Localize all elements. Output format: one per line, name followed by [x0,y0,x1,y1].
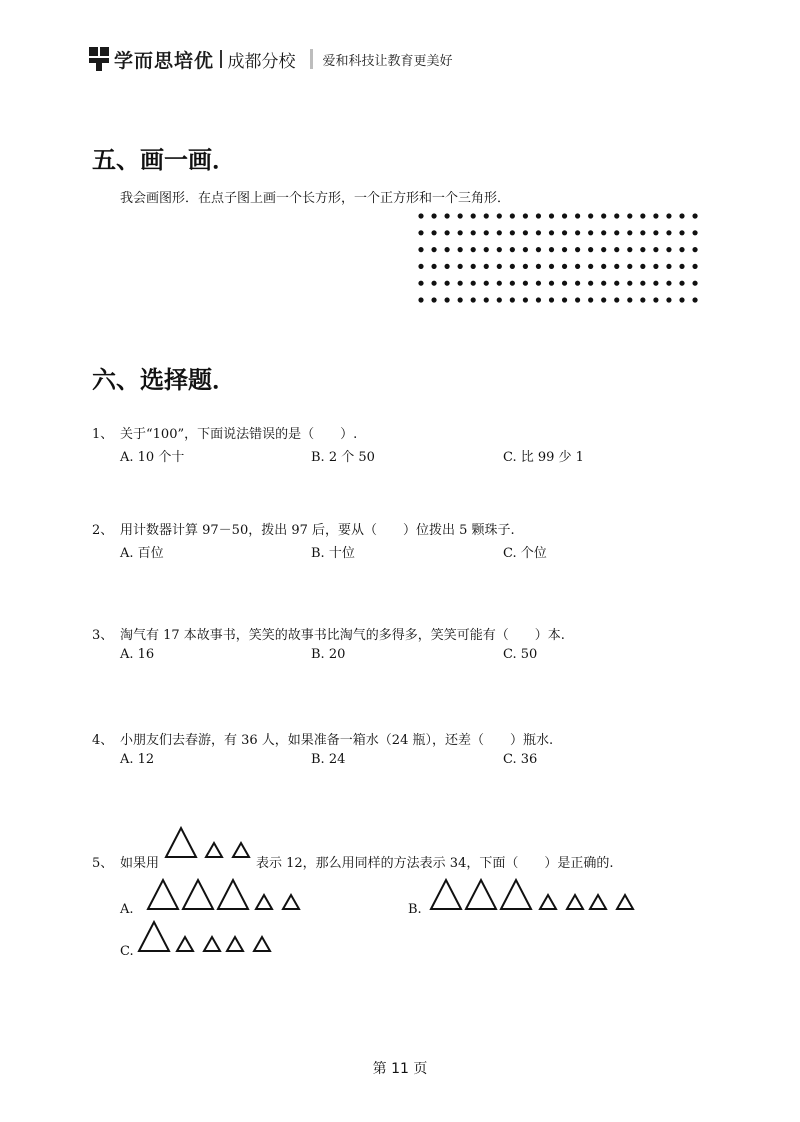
grid-dot[interactable] [431,281,436,286]
grid-dot[interactable] [575,264,580,269]
grid-dot[interactable] [418,230,423,235]
grid-dot[interactable] [666,281,671,286]
grid-dot[interactable] [692,247,697,252]
grid-dot[interactable] [549,213,554,218]
grid-dot[interactable] [471,281,476,286]
grid-dot[interactable] [536,264,541,269]
grid-dot[interactable] [562,247,567,252]
grid-dot[interactable] [445,297,450,302]
brand-logo-icon [88,46,110,72]
grid-dot[interactable] [431,230,436,235]
grid-dot[interactable] [640,264,645,269]
grid-dot[interactable] [627,264,632,269]
question-3-option-b[interactable]: B. 20 [311,647,346,662]
grid-dot[interactable] [445,264,450,269]
grid-dot[interactable] [601,264,606,269]
grid-dot[interactable] [549,281,554,286]
grid-dot[interactable] [640,281,645,286]
question-5-option-b-triangles-icon[interactable] [428,878,640,912]
question-2-number: 2、 [92,523,114,538]
grid-dot[interactable] [692,230,697,235]
grid-dot[interactable] [536,247,541,252]
question-2-option-b[interactable]: B. 十位 [311,546,355,561]
grid-dot[interactable] [588,264,593,269]
grid-dot[interactable] [575,247,580,252]
grid-dot[interactable] [614,281,619,286]
question-1-option-b[interactable]: B. 2 个 50 [311,450,375,465]
slogan: 爱和科技让教育更美好 [322,53,453,69]
grid-dot[interactable] [471,264,476,269]
question-5-option-c[interactable]: C. [120,944,134,959]
page-number: 第 11 页 [372,1061,428,1077]
question-1-option-c[interactable]: C. 比 99 少 1 [503,450,584,465]
grid-dot[interactable] [653,213,658,218]
grid-dot[interactable] [562,264,567,269]
grid-dot[interactable] [484,230,489,235]
grid-dot[interactable] [445,213,450,218]
question-3-option-a[interactable]: A. 16 [120,647,155,662]
grid-dot[interactable] [497,230,502,235]
grid-dot[interactable] [588,230,593,235]
question-2-text: 用计数器计算 97－50，拨出 97 后，要从（ ）位拨出 5 颗珠子. [120,523,515,538]
grid-dot[interactable] [549,247,554,252]
grid-dot[interactable] [484,264,489,269]
grid-dot[interactable] [627,230,632,235]
grid-dot[interactable] [588,297,593,302]
grid-dot[interactable] [445,247,450,252]
grid-dot[interactable] [627,297,632,302]
question-3-option-c[interactable]: C. 50 [503,647,538,662]
section-5-title: 五、画一画． [92,146,236,174]
grid-dot[interactable] [431,213,436,218]
grid-dot[interactable] [458,264,463,269]
question-5-option-c-triangles-icon[interactable] [137,920,277,954]
question-4-option-b[interactable]: B. 24 [311,752,346,767]
grid-dot[interactable] [497,281,502,286]
grid-dot[interactable] [692,281,697,286]
grid-dot[interactable] [484,281,489,286]
grid-dot[interactable] [471,213,476,218]
grid-dot[interactable] [575,297,580,302]
grid-dot[interactable] [536,230,541,235]
question-2-option-c[interactable]: C. 个位 [503,546,547,561]
grid-dot[interactable] [575,230,580,235]
grid-dot[interactable] [614,247,619,252]
grid-dot[interactable] [471,230,476,235]
grid-dot[interactable] [588,281,593,286]
grid-dot[interactable] [627,281,632,286]
grid-dot[interactable] [653,247,658,252]
grid-dot[interactable] [679,297,684,302]
slogan-divider [310,49,313,69]
grid-dot[interactable] [601,230,606,235]
grid-dot[interactable] [666,297,671,302]
branch-name: 成都分校 [227,51,296,72]
grid-dot[interactable] [418,264,423,269]
grid-dot[interactable] [692,297,697,302]
grid-dot[interactable] [458,213,463,218]
grid-dot[interactable] [523,230,528,235]
grid-dot[interactable] [510,264,515,269]
question-4-option-a[interactable]: A. 12 [120,752,155,767]
grid-dot[interactable] [562,213,567,218]
grid-dot[interactable] [431,247,436,252]
grid-dot[interactable] [523,297,528,302]
grid-dot[interactable] [601,213,606,218]
grid-dot[interactable] [601,297,606,302]
grid-dot[interactable] [640,247,645,252]
grid-dot[interactable] [549,264,554,269]
grid-dot[interactable] [497,264,502,269]
grid-dot[interactable] [614,264,619,269]
grid-dot[interactable] [536,213,541,218]
section-5-instruction: 我会画图形．在点子图上画一个长方形，一个正方形和一个三角形． [120,191,511,206]
question-4-number: 4、 [92,733,114,748]
grid-dot[interactable] [666,247,671,252]
grid-dot[interactable] [458,247,463,252]
question-5-text-pre: 如果用 [120,856,160,871]
grid-dot[interactable] [640,297,645,302]
grid-dot[interactable] [679,230,684,235]
grid-dot[interactable] [497,297,502,302]
grid-dot[interactable] [431,264,436,269]
grid-dot[interactable] [418,297,423,302]
page-header [88,44,453,74]
grid-dot[interactable] [627,247,632,252]
grid-dot[interactable] [549,297,554,302]
grid-dot[interactable] [418,247,423,252]
question-5-example-triangles-icon [164,826,254,860]
grid-dot[interactable] [471,247,476,252]
grid-dot[interactable] [445,230,450,235]
grid-dot[interactable] [562,297,567,302]
grid-dot[interactable] [471,297,476,302]
grid-dot[interactable] [614,213,619,218]
grid-dot[interactable] [418,213,423,218]
grid-dot[interactable] [666,264,671,269]
grid-dot[interactable] [523,213,528,218]
grid-dot[interactable] [575,213,580,218]
grid-dot[interactable] [484,247,489,252]
grid-dot[interactable] [627,213,632,218]
grid-dot[interactable] [497,213,502,218]
grid-dot[interactable] [640,213,645,218]
grid-dot[interactable] [445,281,450,286]
grid-dot[interactable] [614,230,619,235]
grid-dot[interactable] [536,281,541,286]
grid-dot[interactable] [679,281,684,286]
question-1-number: 1、 [92,427,114,442]
grid-dot[interactable] [653,264,658,269]
grid-dot[interactable] [562,281,567,286]
question-5-option-a[interactable]: A. [120,902,134,917]
grid-dot[interactable] [484,297,489,302]
question-4-text: 小朋友们去春游，有 36 人，如果准备一箱水（24 瓶），还差（ ）瓶水. [120,733,554,748]
grid-dot[interactable] [614,297,619,302]
grid-dot[interactable] [640,230,645,235]
header-divider [220,50,222,68]
grid-dot[interactable] [431,297,436,302]
grid-dot[interactable] [601,281,606,286]
question-5-number: 5、 [92,856,114,871]
question-5-text-post: 表示 12，那么用同样的方法表示 34，下面（ ）是正确的. [256,856,614,871]
question-1-option-a[interactable]: A. 10 个十 [120,450,185,465]
grid-dot[interactable] [523,264,528,269]
grid-dot[interactable] [536,297,541,302]
question-3-text: 淘气有 17 本故事书，笑笑的故事书比淘气的多得多，笑笑可能有（ ）本. [120,628,565,643]
grid-dot[interactable] [692,213,697,218]
grid-dot[interactable] [458,230,463,235]
grid-dot[interactable] [575,281,580,286]
slogan-block [310,49,453,69]
question-2-option-a[interactable]: A. 百位 [120,546,164,561]
grid-dot[interactable] [601,247,606,252]
grid-dot[interactable] [523,247,528,252]
grid-dot[interactable] [510,230,515,235]
grid-dot[interactable] [588,213,593,218]
grid-dot[interactable] [679,247,684,252]
question-5-option-a-triangles-icon[interactable] [145,878,305,912]
question-1-text: 关于“100”，下面说法错误的是（ ）. [120,427,358,442]
grid-dot[interactable] [588,247,593,252]
grid-dot[interactable] [458,281,463,286]
grid-dot[interactable] [653,281,658,286]
grid-dot[interactable] [679,213,684,218]
question-4-option-c[interactable]: C. 36 [503,752,538,767]
grid-dot[interactable] [458,297,463,302]
grid-dot[interactable] [666,230,671,235]
grid-dot[interactable] [418,281,423,286]
grid-dot[interactable] [653,297,658,302]
grid-dot[interactable] [679,264,684,269]
grid-dot[interactable] [497,247,502,252]
question-3-number: 3、 [92,628,114,643]
grid-dot[interactable] [484,213,489,218]
grid-dot[interactable] [510,281,515,286]
brand-name: 学而思培优 [114,49,215,72]
dot-grid[interactable] [416,212,706,304]
grid-dot[interactable] [549,230,554,235]
grid-dot[interactable] [510,213,515,218]
grid-dot[interactable] [523,281,528,286]
question-5-option-b[interactable]: B. [408,902,422,917]
grid-dot[interactable] [510,297,515,302]
grid-dot[interactable] [562,230,567,235]
grid-dot[interactable] [666,213,671,218]
grid-dot[interactable] [653,230,658,235]
section-6-title: 六、选择题． [92,366,236,394]
grid-dot[interactable] [510,247,515,252]
grid-dot[interactable] [692,264,697,269]
